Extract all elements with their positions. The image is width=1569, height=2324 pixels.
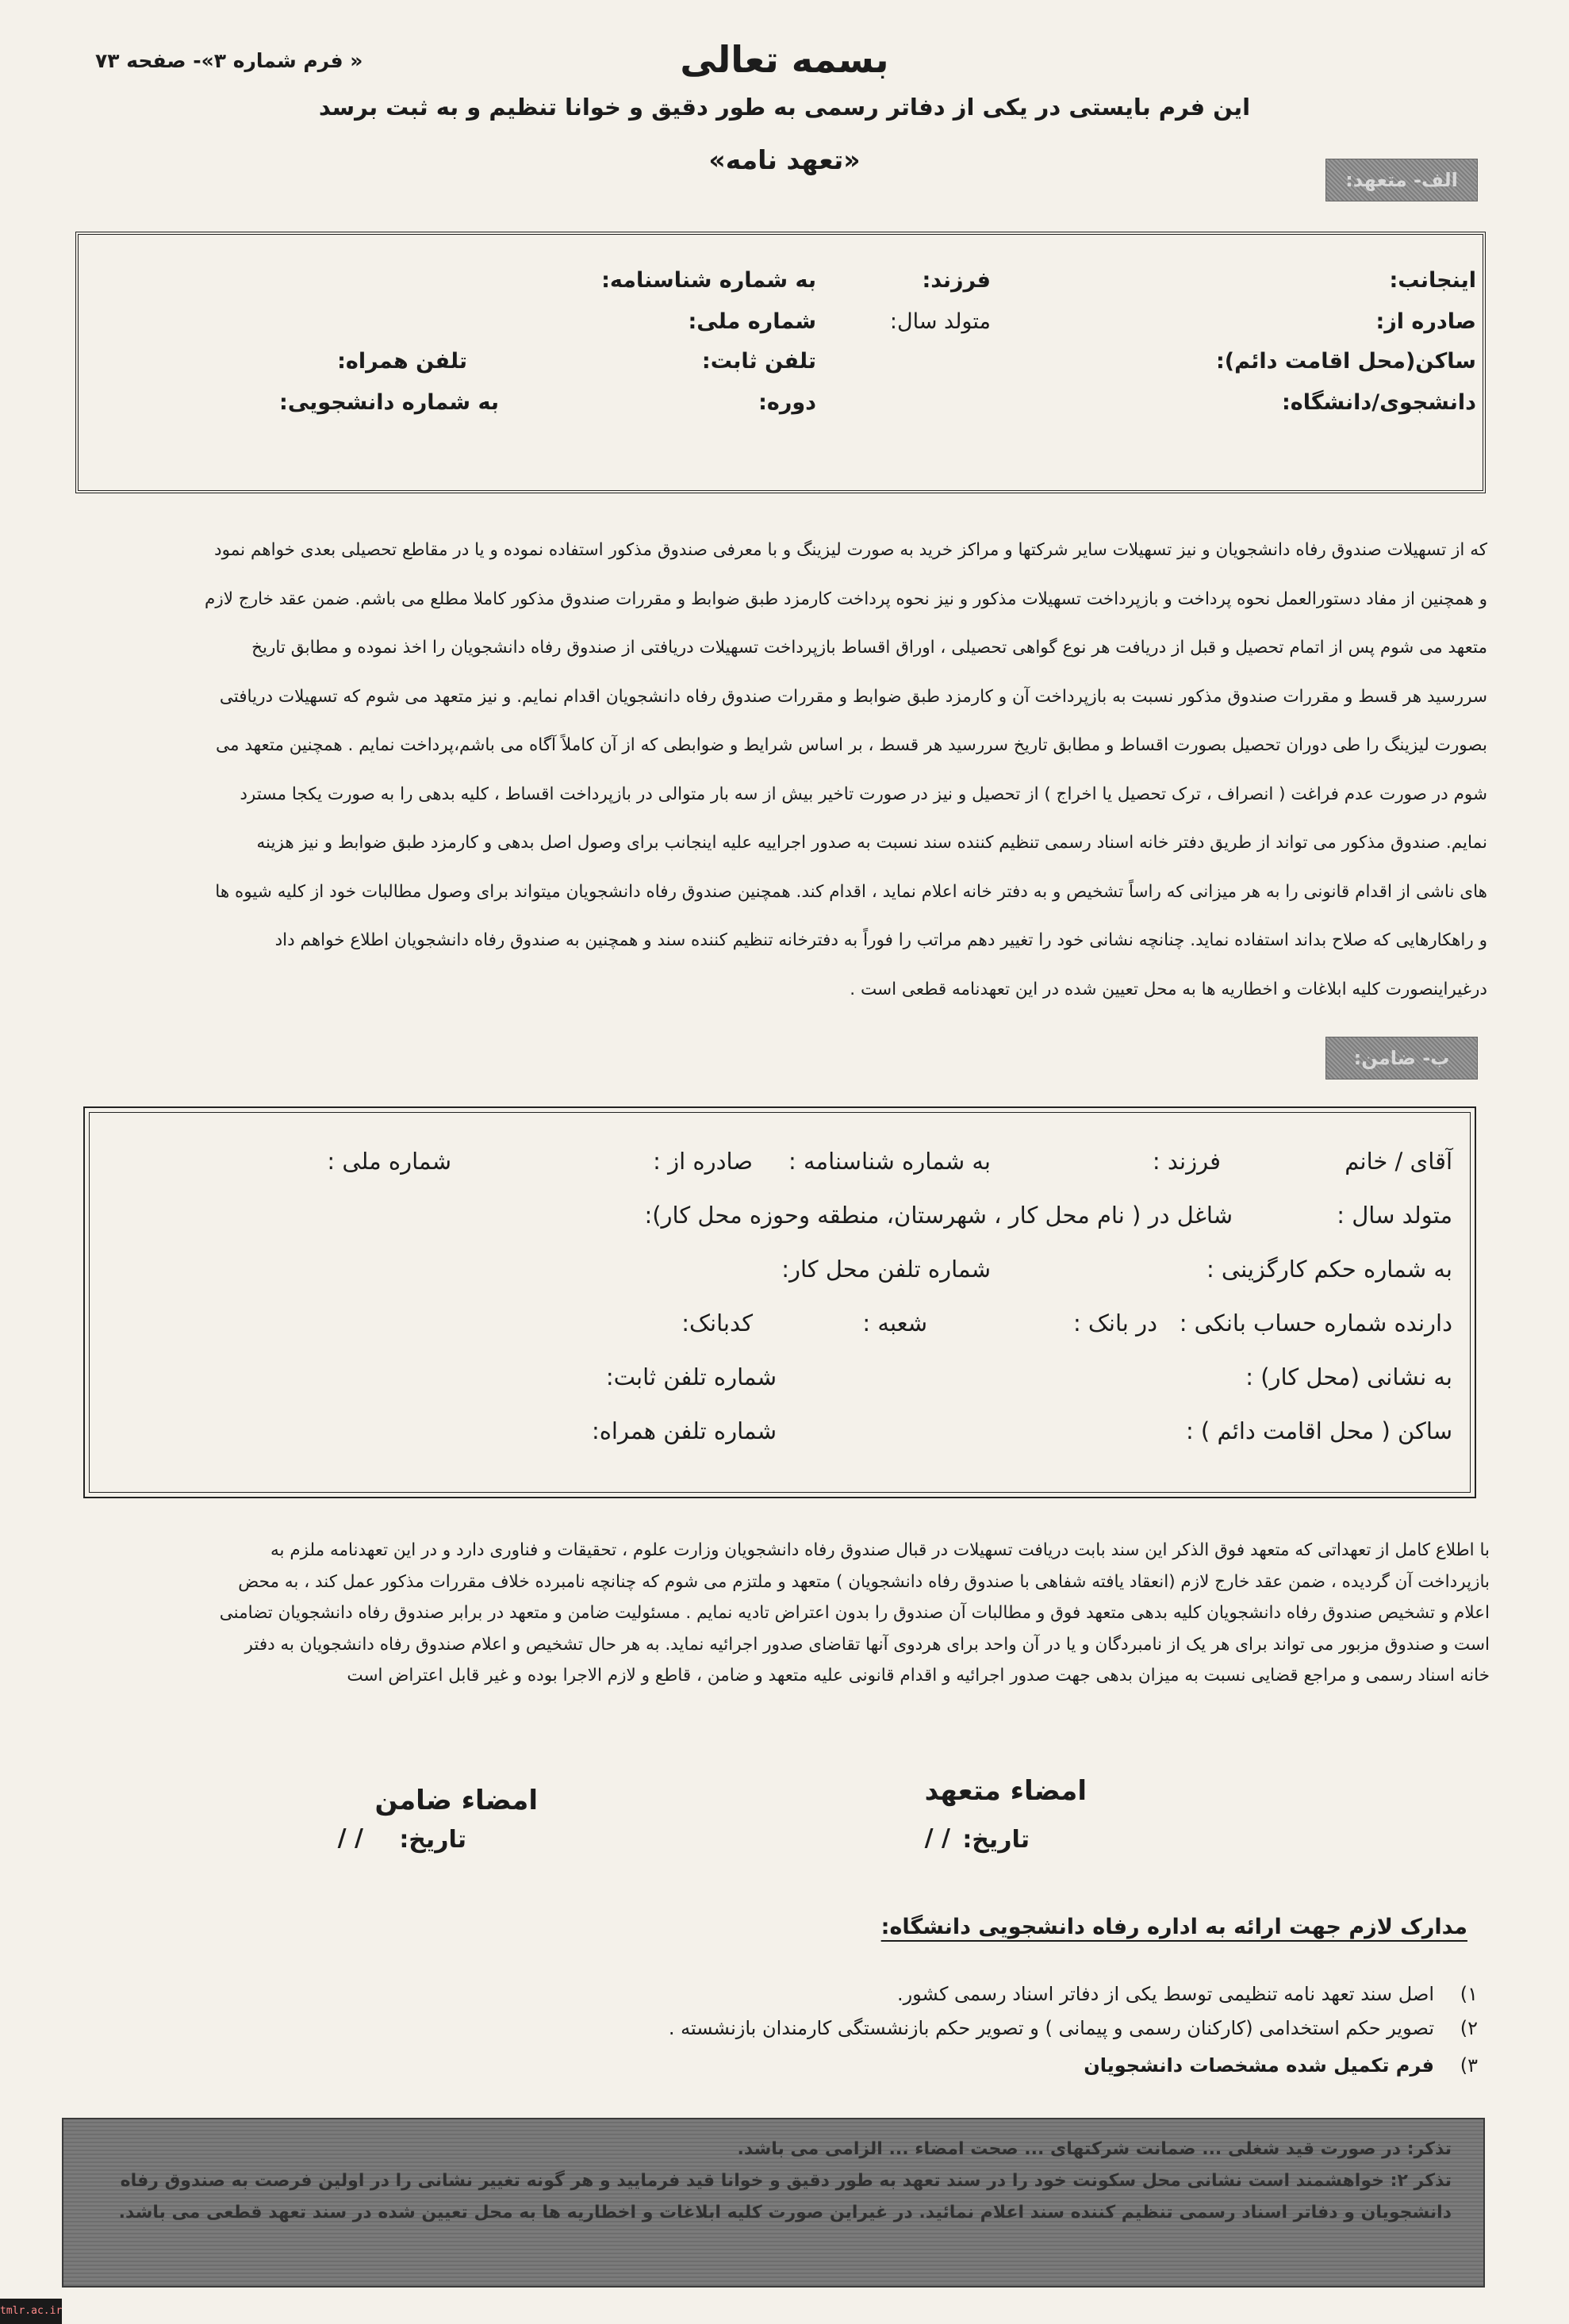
guarantor-commitment-text: [70, 1535, 1490, 1692]
guarantor-signature-label: امضاء ضامن: [374, 1785, 538, 1816]
document-item-text: فرم تکمیل شده مشخصات دانشجویان: [1084, 2054, 1434, 2077]
guarantor-residence-field: ساکن ( محل اقامت دائم ) :: [1185, 1417, 1452, 1444]
guarantor-issued-from-field: صادره از :: [653, 1148, 753, 1175]
paragraph-line: شوم در صورت عدم فراغت ( انصراف ، ترک تحصیل یا اخراج ) از تحصیل و نیز در صورت تاخیر بیش از سه بار متوالی در بازپرداخت اقساط ، کلیه بدهی را به صورت یکجا مسترد: [240, 784, 1487, 804]
guarantor-date-slashes: / /: [337, 1824, 363, 1852]
guarantor-landline-field: شماره تلفن ثابت:: [605, 1363, 777, 1390]
paragraph-line: های ناشی از اقدام قانونی را به هر میزانی که راساً تشخیص و به دفتر خانه اعلام نماید ، اقدام کند. همچنین صندوق رفاه دانشجویان میتواند برای وصول مطالبات خود از کلیه شیوه ها: [215, 881, 1487, 902]
obligor-date-slashes: / /: [924, 1824, 950, 1852]
student-number-field: به شماره دانشجویی:: [279, 390, 499, 415]
paragraph-line: که از تسهیلات صندوق رفاه دانشجویان و نیز تسهیلات سایر شرکتها و مراکز خرید به صورت لیزینگ و با معرفی صندوق مذکور استفاده نموده و یا در مقاطع تحصیلی بعدی خواهم نمود: [214, 540, 1487, 560]
child-of-field: فرزند:: [922, 268, 991, 293]
residence-field: ساکن(محل اقامت دائم):: [1215, 349, 1476, 374]
mr-mrs-field: آقای / خانم: [1345, 1148, 1452, 1175]
paragraph-line: نمایم. صندوق مذکور می تواند از طریق دفتر خانه اسناد رسمی تنظیم کننده سند نسبت به صدور اجراییه علیه اینجانب برای وصول اصل بدهی و کارمزد طبق ضوابط و نیز هزینه: [256, 833, 1487, 853]
paragraph-line: با اطلاع کامل از تعهداتی که متعهد فوق الذکر این سند بابت دریافت تسهیلات در قبال صندوق رفاه دانشجویان وزارت علوم ، تحقیقات و فناوری دارد و در این تعهدنامه ملزم به: [270, 1540, 1490, 1560]
paragraph-line: درغیراینصورت کلیه ابلاغات و اخطاریه ها به محل تعیین شده در این تعهدنامه قطعی است .: [850, 979, 1487, 999]
guarantor-info-box: [83, 1106, 1476, 1498]
document-item-number: ۳): [1460, 2054, 1478, 2077]
id-number-field: به شماره شناسنامه:: [601, 268, 816, 293]
notice-line: تذکر: در صورت قید شغلی ... ضمانت شرکتهای ... صحت امضاء ... الزامی می باشد.: [737, 2139, 1452, 2159]
applicant-field: اینجانب:: [1389, 268, 1476, 293]
paragraph-line: اعلام و تشخیص صندوق رفاه دانشجویان کلیه بدهی متعهد فوق و مطالبات آن صندوق را بدون اعتراض تادیه نمایم . مسئولیت ضامن و متعهد در برابر صندوق رفاه دانشجویان تضامنی: [219, 1603, 1490, 1623]
paragraph-line: متعهد می شوم پس از اتمام تحصیل و قبل از دریافت هر نوع گواهی تحصیلی ، اوراق اقساط بازپرداخت تسهیلات دریافتی از صندوق رفاه دانشجویان را اخذ نموده و مطابق تاریخ: [251, 638, 1487, 658]
work-phone-field: شماره تلفن محل کار:: [781, 1256, 991, 1283]
paragraph-line: و راهکارهایی که صلاح بداند استفاده نماید. چنانچه نشانی خود را تغییر دهم مراتب را فوراً به دفترخانه تنظیم کننده سند و همچنین به صندوق رفاه دانشجویان اطلاع خواهم داد: [274, 930, 1487, 950]
mobile-field: تلفن همراه:: [337, 349, 467, 374]
work-address-field: به نشانی (محل کار) :: [1245, 1363, 1452, 1390]
obligor-info-box: [75, 232, 1486, 493]
document-item-text: تصویر حکم استخدامی (کارکنان رسمی و پیمانی ) و تصویر حکم بازنشستگی کارمندان بازنشسته .: [668, 2017, 1434, 2039]
employed-at-field: شاغل در ( نام محل کار ، شهرستان، منطقه وحوزه محل کار):: [644, 1202, 1233, 1229]
guarantor-id-number-field: به شماره شناسنامه :: [788, 1148, 991, 1175]
document-item: [897, 1983, 1478, 2005]
paragraph-line: است و صندوق مزبور می تواند برای هر یک از نامبردگان و یا در آن واحد برای هردوی آنها تقاضای صدور اجرائیه نماید. به هر حال تشخیص و اعلام صندوق رفاه دانشجویان به دفتر: [244, 1634, 1490, 1655]
notice-line: دانشجویان و دفاتر اسناد رسمی تنظیم کننده سند اعلام نمائید. در غیراین صورت کلیه ابلاغات و اخطاریه ها به محل تعیین شده در سند تعهد قطعی می باشد.: [118, 2203, 1452, 2222]
guarantor-child-of-field: فرزند :: [1152, 1148, 1221, 1175]
branch-field: شعبه :: [862, 1310, 927, 1336]
bank-code-field: کدبانک:: [681, 1310, 753, 1336]
section-b-label: ب- ضامن:: [1325, 1037, 1478, 1080]
document-item: [669, 2017, 1478, 2039]
course-field: دوره:: [758, 390, 816, 415]
employment-order-field: به شماره حکم کارگزینی :: [1206, 1256, 1452, 1283]
instruction-text: این فرم بایستی در یکی از دفاتر رسمی به طور دقیق و خوانا تنظیم و به ثبت برسد: [318, 94, 1251, 121]
document-item-text: اصل سند تعهد نامه تنظیمی توسط یکی از دفاتر اسناد رسمی کشور.: [896, 1983, 1434, 2005]
guarantor-national-id-field: شماره ملی :: [327, 1148, 451, 1175]
paragraph-line: سررسید هر قسط و مقررات صندوق مذکور نسبت به بازپرداخت آن و کارمزد طبق ضوابط و مقررات صندوق رفاه دانشجویان اقدام نمایم. و نیز متعهد می شوم که تسهیلات دریافتی: [219, 686, 1487, 707]
national-id-field: شماره ملی:: [688, 309, 816, 334]
obligor-date-label: تاریخ:: [962, 1826, 1030, 1854]
document-item-number: ۲): [1460, 2017, 1478, 2039]
section-a-label: الف- متعهد:: [1325, 159, 1478, 201]
guarantor-birth-year-field: متولد سال :: [1337, 1202, 1452, 1229]
obligor-commitment-text: [71, 526, 1487, 1014]
required-documents-title: مدارک لازم جهت ارائه به اداره رفاه دانشجویی دانشگاه:: [880, 1915, 1467, 1939]
paragraph-line: بصورت لیزینگ را طی دوران تحصیل بصورت اقساط و مطابق تاریخ سررسید هر قسط ، بر اساس شرایط و ضوابطی که از آن کاملاً آگاه می باشم،پرداخت نمایم . همچنین متعهد می: [216, 735, 1487, 755]
landline-field: تلفن ثابت:: [701, 349, 816, 374]
document-title: «تعهد نامه»: [708, 144, 861, 175]
birth-year-field: متولد سال:: [889, 309, 991, 334]
bank-account-field: دارنده شماره حساب بانکی :: [1179, 1310, 1452, 1336]
form-reference: « فرم شماره ۳»- صفحه ۷۳: [95, 49, 363, 72]
document-item-number: ۱): [1460, 1983, 1478, 2005]
issued-from-field: صادره از:: [1375, 309, 1476, 334]
paragraph-line: خانه اسناد رسمی و مراجع قضایی نسبت به میزان بدهی جهت صدور اجرائیه و اقدام قانونی علیه متعهد و ضامن ، قاطع و لازم الاجرا بوده و غیر قابل اعتراض است: [347, 1666, 1490, 1685]
bank-name-field: در بانک :: [1072, 1310, 1157, 1336]
notice-box: [62, 2118, 1485, 2288]
paragraph-line: بازپرداخت آن گردیده ، ضمن عقد خارج لازم (انعقاد یافته شفاهی با صندوق رفاه دانشجویان ) متعهد و ملتزم می شوم که چنانچه نامبرده خلاف مقررات مذکور عمل کند ، به محض: [238, 1571, 1490, 1592]
site-watermark: tmlr.ac.ir: [0, 2299, 62, 2324]
paragraph-line: و همچنین از مفاد دستورالعمل نحوه پرداخت و بازپرداخت تسهیلات مذکور و نیز نحوه پرداخت کارمزد طبق ضوابط و مقررات صندوق مذکور کاملا مطلع می باشم. ضمن عقد خارج لازم: [205, 589, 1487, 609]
notice-line: تذکر ۲: خواهشمند است نشانی محل سکونت خود را در سند تعهد به طور دقیق و خوانا قید فرمایید و هر گونه تغییر نشانی را در اولین فرصت به صندوق رفاه: [120, 2171, 1452, 2191]
student-university-field: دانشجوی/دانشگاه:: [1281, 390, 1476, 415]
obligor-signature-label: امضاء متعهد: [924, 1775, 1087, 1807]
guarantor-date-label: تاریخ:: [399, 1826, 466, 1854]
guarantor-mobile-field: شماره تلفن همراه:: [591, 1417, 777, 1444]
document-item: [1084, 2054, 1478, 2077]
basmala-heading: بسمه تعالی: [680, 38, 889, 81]
